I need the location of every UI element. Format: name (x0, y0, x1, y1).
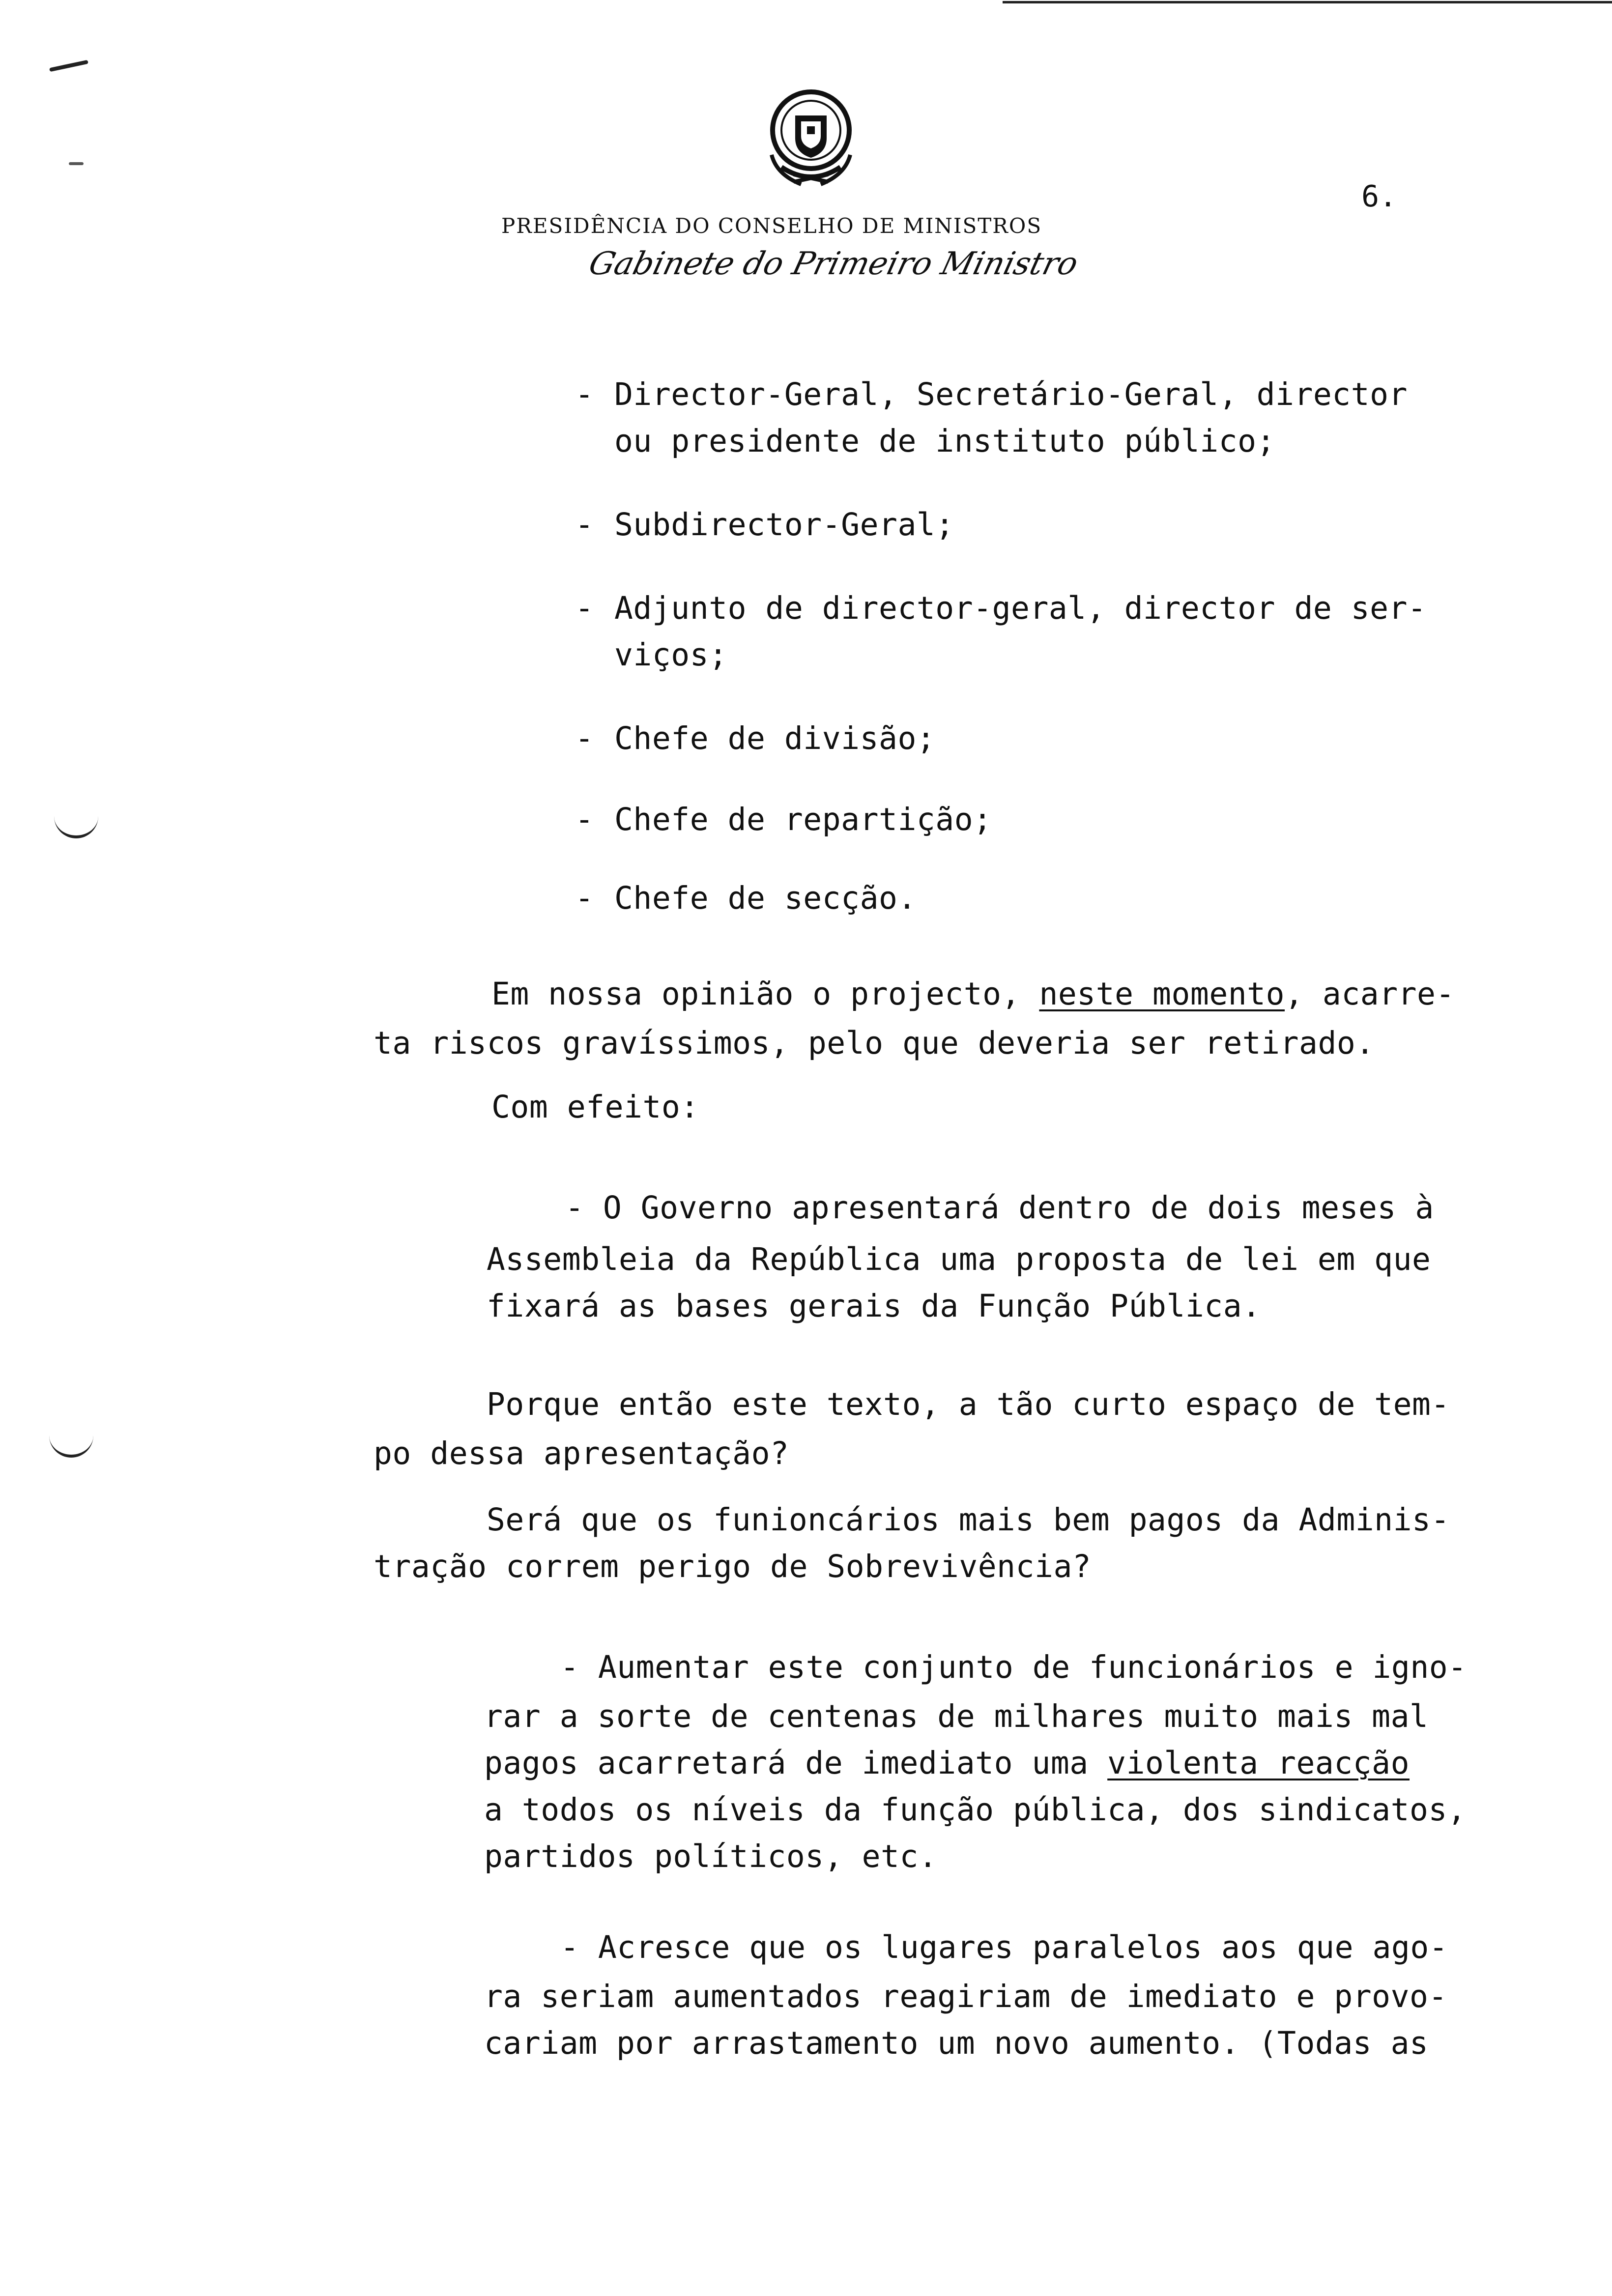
list-dash: - (575, 802, 594, 837)
underlined-text: neste momento (1039, 976, 1285, 1012)
list-item-text: Chefe de secção. (614, 880, 917, 916)
margin-mark (49, 60, 88, 72)
text-span: pagos acarretará de imediato uma (484, 1745, 1108, 1781)
list-dash: - (575, 880, 594, 916)
paragraph-line: Porque então este texto, a tão curto espaço de tem- (487, 1386, 1450, 1422)
list-dash: - (575, 720, 594, 756)
paragraph-line: tração correm perigo de Sobrevivência? (374, 1549, 1092, 1584)
margin-mark (69, 162, 84, 165)
list-item-text: Chefe de divisão; (614, 720, 936, 756)
list-dash: - (575, 376, 594, 412)
point-line: partidos políticos, etc. (484, 1838, 938, 1874)
point-line: ra seriam aumentados reagiriam de imediato e provo- (484, 1979, 1447, 2014)
point-line (484, 1740, 1410, 1787)
point-line: - Acresce que os lugares paralelos aos que ago- (560, 1929, 1448, 1965)
point-line: - Aumentar este conjunto de funcionários e igno- (560, 1649, 1467, 1685)
text-span: , acarre- (1285, 976, 1455, 1012)
list-item-text: Chefe de repartição; (614, 802, 992, 837)
list-item-text: ou presidente de instituto público; (614, 423, 1276, 459)
paragraph-line: Com efeito: (491, 1089, 699, 1125)
point-line: a todos os níveis da função pública, dos sindicatos, (484, 1792, 1467, 1828)
header-title: PRESIDÊNCIA DO CONSELHO DE MINISTROS (501, 214, 1042, 238)
point-line: - O Governo apresentará dentro de dois meses à (565, 1190, 1434, 1226)
point-line: Assembleia da República uma proposta de lei em que (487, 1241, 1431, 1277)
point-line: cariam por arrastamento um novo aumento. (Todas as (484, 2025, 1429, 2061)
list-item-text: Director-Geral, Secretário-Geral, director (614, 376, 1408, 412)
text-span: Em nossa opinião o projecto, (491, 976, 1039, 1012)
paragraph-line: po dessa apresentação? (374, 1435, 789, 1471)
paragraph-line: ta riscos gravíssimos, pelo que deveria ser retirado. (374, 1025, 1375, 1061)
page-number: 6. (1361, 179, 1397, 214)
list-item-text: Adjunto de director-geral, director de ser- (614, 590, 1427, 626)
underlined-text: violenta reacção (1107, 1745, 1410, 1781)
punch-hole-mark (49, 1435, 93, 1458)
list-item-text: viços; (614, 637, 728, 673)
list-dash: - (575, 590, 594, 626)
paragraph-line (491, 971, 1455, 1018)
point-line: fixará as bases gerais da Função Pública. (487, 1288, 1261, 1324)
punch-hole-mark (54, 816, 98, 838)
paragraph-line: Será que os funioncários mais bem pagos da Adminis- (487, 1502, 1450, 1538)
point-line: rar a sorte de centenas de milhares muito mais mal (484, 1698, 1429, 1734)
list-dash: - (575, 507, 594, 543)
top-edge-rule (1003, 1, 1612, 3)
coat-of-arms-emblem (752, 81, 870, 199)
header-subtitle: Gabinete do Primeiro Ministro (585, 246, 1082, 282)
list-item-text: Subdirector-Geral; (614, 507, 954, 543)
